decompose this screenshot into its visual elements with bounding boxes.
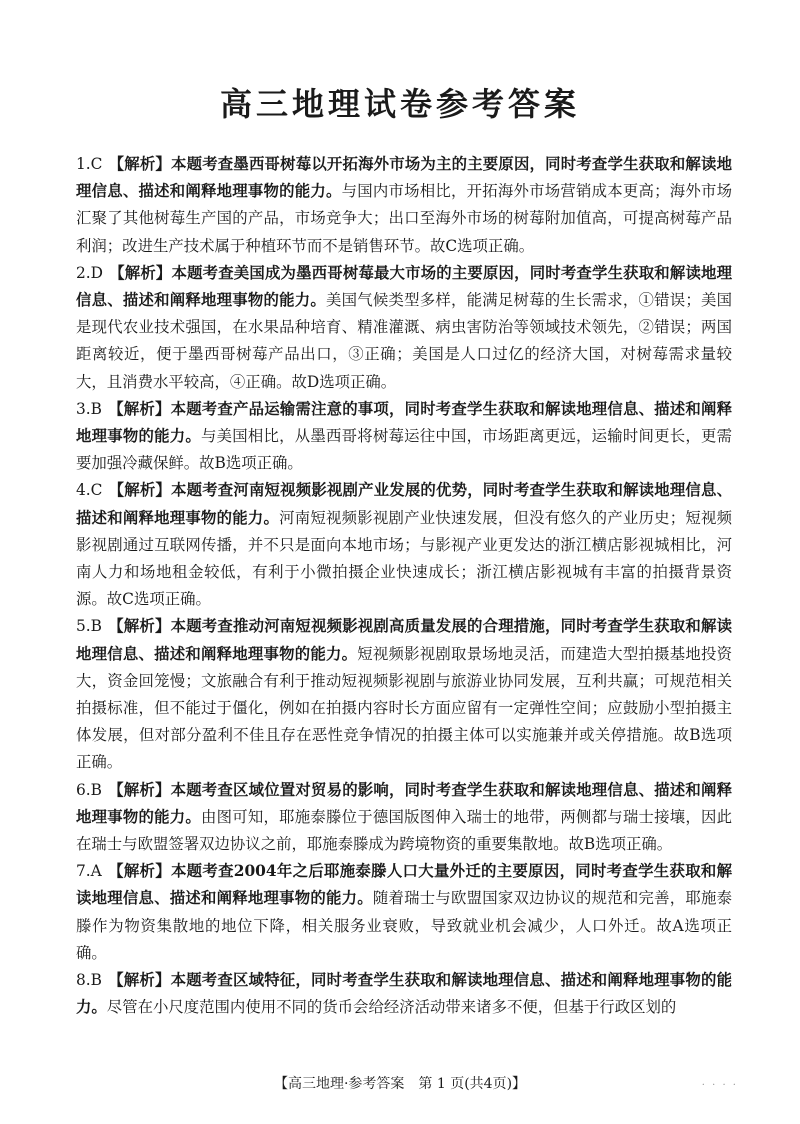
answers-list (76, 151, 732, 1022)
analysis-tag: 【解析】 (108, 617, 171, 636)
answer-item (76, 613, 732, 776)
answer-lead: 本题考查区域位置对贸易的影响，同时考查学生获取和解读地理信息、描述和阐释地理事物的能力。 (76, 780, 732, 826)
answer-body: 随着瑞士与欧盟国家双边协议的规范和完善，耶施泰滕作为物资集散地的地位下降，相关服务业衰败，导致就业机会减少，人口外迁。故A选项正确。 (76, 889, 732, 962)
analysis-tag: 【解析】 (108, 780, 171, 799)
page-footer: 【高三地理·参考答案 第 1 页(共4页)】 (273, 1076, 527, 1092)
answer-number: 1.C (76, 155, 103, 173)
answer-lead: 本题考查产品运输需注意的事项，同时考查学生获取和解读地理信息、描述和阐释地理事物的能力。 (76, 399, 732, 446)
answer-number: 3.B (76, 399, 102, 418)
answer-body: 由图可知，耶施泰滕位于德国版图伸入瑞士的地带，两侧都与瑞士接壤，因此在瑞士与欧盟签署双边协议之前，耶施泰滕成为跨境物资的重要集散地。故B选项正确。 (76, 807, 732, 854)
answer-body: 短视频影视剧取景场地灵活，而建造大型拍摄基地投资大，资金回笼慢；文旅融合有利于推动短视频影视剧与旅游业协同发展，互利共赢；可规范相关拍摄标准，但不能过于僵化，例如在拍摄内容时长方面应留有一定弹性空间；应鼓励小型拍摄主体发展，但对部分盈利不佳且存在恶性竞争情况的拍摄主体可以实施兼并或关停措施。故B选项正确。 (76, 644, 732, 772)
analysis-tag: 【解析】 (108, 399, 171, 418)
answer-body: 河南短视频影视剧产业快速发展，但没有悠久的产业历史；短视频影视剧通过互联网传播，并不只是面向本地市场；与影视产业更发达的浙江横店影视城相比，河南人力和场地租金较低，有利于小微拍摄企业快速成长；浙江横店影视城有丰富的拍摄背景资源。故C选项正确。 (76, 508, 732, 609)
analysis-tag: 【解析】 (108, 155, 172, 173)
answer-item (76, 967, 732, 1021)
analysis-tag: 【解析】 (107, 862, 171, 881)
answer-lead: 本题考查河南短视频影视剧产业发展的优势，同时考查学生获取和解读地理信息、描述和阐释地理事物的能力。 (76, 481, 732, 527)
answer-item (76, 151, 732, 260)
answer-item (76, 396, 732, 478)
analysis-tag: 【解析】 (108, 971, 171, 990)
answer-number: 6.B (76, 780, 102, 799)
answer-lead: 本题考查推动河南短视频影视剧高质量发展的合理措施，同时考查学生获取和解读地理信息、描述和阐释地理事物的能力。 (76, 617, 732, 663)
answer-body: 与国内市场相比，开拓海外市场营销成本更高；海外市场汇聚了其他树莓生产国的产品，市场竞争大；出口至海外市场的树莓附加值高，可提高树莓产品利润；改进生产技术属于种植环节而不是销售环节。故C选项正确。 (76, 182, 732, 255)
answer-number: 8.B (76, 971, 102, 990)
answer-body: 尽管在小尺度范围内使用不同的货币会给经济活动带来诸多不便，但基于行政区划的 (106, 998, 677, 1017)
answer-lead: 本题考查2004年之后耶施泰滕人口大量外迁的主要原因，同时考查学生获取和解读地理信息、描述和阐释地理事物的能力。 (76, 862, 732, 908)
answer-number: 7.A (76, 862, 102, 881)
analysis-tag: 【解析】 (108, 481, 172, 500)
answer-item (76, 858, 732, 967)
answer-body: 美国气候类型多样，能满足树莓的生长需求，①错误；美国是现代农业技术强国，在水果品种培育、精准灌溉、病虫害防治等领域技术领先，②错误；两国距离较近，便于墨西哥树莓产品出口，③正确；美国是人口过亿的经济大国，对树莓需求量较大，且消费水平较高，④正确。故D选项正确。 (76, 291, 732, 391)
answer-item (76, 477, 732, 613)
answer-item (76, 777, 732, 859)
analysis-tag: 【解析】 (109, 263, 172, 282)
answer-body: 与美国相比，从墨西哥将树莓运往中国，市场距离更远，运输时间更长，更需要加强冷藏保鲜。故B选项正确。 (76, 427, 732, 473)
answer-lead: 本题考查美国成为墨西哥树莓最大市场的主要原因，同时考查学生获取和解读地理信息、描述和阐释地理事物的能力。 (76, 263, 732, 310)
answer-lead: 本题考查墨西哥树莓以开拓海外市场为主的主要原因，同时考查学生获取和解读地理信息、描述和阐释地理事物的能力。 (76, 155, 732, 201)
answer-lead: 本题考查区域特征，同时考查学生获取和解读地理信息、描述和阐释地理事物的能力。 (76, 971, 732, 1017)
answer-number: 2.D (76, 263, 104, 282)
footer-mark: · · · · (701, 1080, 738, 1091)
answer-number: 4.C (76, 481, 103, 500)
answer-number: 5.B (76, 617, 102, 636)
page-title: 高三地理试卷参考答案 (219, 85, 580, 123)
answer-item (76, 260, 732, 396)
